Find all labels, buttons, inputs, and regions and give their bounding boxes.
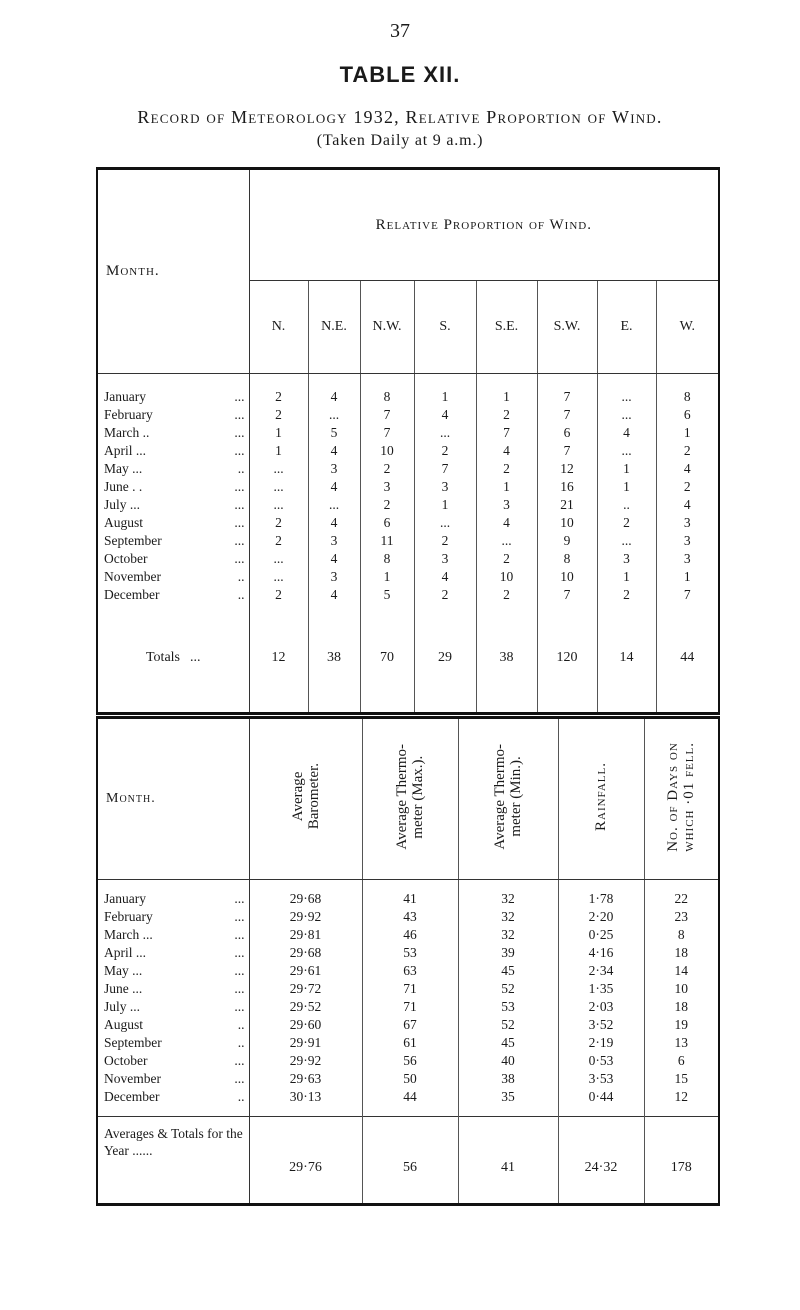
weather-value-cell: 14 — [644, 962, 719, 980]
avg-thermo-max-header: Average Thermo- meter (Max.). — [362, 718, 458, 880]
month-label — [97, 1016, 249, 1034]
weather-value-cell: 12 — [644, 1088, 719, 1106]
month-name: June ... — [104, 981, 143, 996]
wind-count-cell: 12 — [537, 460, 597, 478]
weather-value-cell: 50 — [362, 1070, 458, 1088]
leader-dots: .. — [237, 1035, 245, 1050]
wind-count-cell: 4 — [476, 514, 537, 532]
weather-average-cell: 24·32 — [558, 1117, 644, 1205]
table-row — [97, 962, 719, 980]
totals-label-text: Totals — [145, 650, 180, 665]
wind-count-cell: 2 — [656, 442, 719, 460]
leader-dots: .. — [237, 1017, 245, 1032]
wind-count-cell: 3 — [414, 478, 476, 496]
wind-count-cell: 1 — [597, 478, 656, 496]
wind-count-cell: 1 — [656, 424, 719, 442]
wind-count-cell: 3 — [308, 532, 360, 550]
leader-dots: .. — [237, 1089, 245, 1104]
table-row — [97, 586, 719, 604]
wind-count-cell: 3 — [656, 514, 719, 532]
direction-header-nw: N.W. — [360, 281, 414, 374]
direction-header-ne: N.E. — [308, 281, 360, 374]
leader-dots: ... — [234, 533, 245, 548]
wind-count-cell: 2 — [414, 442, 476, 460]
leader-dots: .. — [237, 461, 245, 476]
month-name: August — [104, 1017, 144, 1032]
leader-dots: ... — [234, 497, 245, 512]
wind-count-cell: 2 — [476, 586, 537, 604]
weather-value-cell: 23 — [644, 908, 719, 926]
table-row — [97, 1088, 719, 1106]
weather-value-cell: 2·34 — [558, 962, 644, 980]
wind-count-cell: 4 — [656, 496, 719, 514]
table-row — [97, 478, 719, 496]
weather-value-cell: 29·92 — [289, 1053, 322, 1068]
leader-dots: ... — [190, 650, 201, 665]
table-row — [97, 514, 719, 532]
wind-count-cell: 7 — [537, 586, 597, 604]
wind-count-cell: 1 — [597, 568, 656, 586]
wind-count-cell: ... — [597, 388, 656, 406]
wind-count-cell: ... — [597, 532, 656, 550]
table-row — [97, 998, 719, 1016]
leader-dots: ... — [234, 515, 245, 530]
weather-value-cell: 29·92 — [289, 909, 322, 924]
wind-count-cell: 7 — [537, 388, 597, 406]
leader-dots: ... — [234, 981, 245, 996]
weather-value-cell: 29·72 — [289, 981, 322, 996]
month-name: May ... — [104, 461, 143, 476]
table-row — [97, 1052, 719, 1070]
weather-value-cell: 61 — [362, 1034, 458, 1052]
wind-count-cell: ... — [273, 461, 284, 476]
wind-count-cell: 2 — [597, 514, 656, 532]
weather-value-cell: 32 — [458, 908, 558, 926]
wind-total-cell: 70 — [360, 604, 414, 714]
weather-average-cell: 56 — [362, 1117, 458, 1205]
weather-value-cell: 3·53 — [558, 1070, 644, 1088]
table-row — [97, 980, 719, 998]
wind-total-cell: 12 — [271, 650, 286, 665]
weather-value-cell: 1·35 — [558, 980, 644, 998]
wind-total-cell: 120 — [537, 604, 597, 714]
wind-total-cell: 44 — [656, 604, 719, 714]
month-label — [97, 1070, 249, 1088]
spacer-row — [97, 880, 719, 891]
month-label — [97, 890, 249, 908]
month-label — [97, 926, 249, 944]
wind-count-cell: 3 — [308, 460, 360, 478]
month-label — [97, 586, 249, 604]
wind-count-cell: 4 — [308, 388, 360, 406]
table-row — [97, 550, 719, 568]
month-label — [97, 908, 249, 926]
wind-count-cell: 1 — [414, 388, 476, 406]
month-label — [97, 388, 249, 406]
wind-count-cell: 10 — [537, 514, 597, 532]
month-name: April ... — [104, 945, 146, 960]
weather-value-cell: 13 — [644, 1034, 719, 1052]
table-row — [97, 890, 719, 908]
leader-dots: ... — [234, 1071, 245, 1086]
leader-dots: ... — [234, 407, 245, 422]
month-name: September — [104, 1035, 162, 1050]
totals-label — [97, 604, 249, 714]
wind-count-cell: 8 — [537, 550, 597, 568]
month-name: January — [104, 389, 146, 404]
wind-count-cell: 1 — [275, 425, 282, 440]
weather-value-cell: 53 — [362, 944, 458, 962]
wind-count-cell: 8 — [360, 550, 414, 568]
weather-average-cell: 41 — [458, 1117, 558, 1205]
wind-count-cell: ... — [414, 424, 476, 442]
month-label — [97, 1052, 249, 1070]
table-title: TABLE XII. — [339, 62, 461, 87]
weather-value-cell: 29·68 — [289, 891, 322, 906]
month-name: November — [104, 1071, 161, 1086]
weather-value-cell: 4·16 — [558, 944, 644, 962]
wind-count-cell: ... — [597, 406, 656, 424]
wind-count-cell: 4 — [308, 514, 360, 532]
weather-value-cell: 52 — [458, 1016, 558, 1034]
month-name: February — [104, 407, 153, 422]
leader-dots: ... — [234, 945, 245, 960]
table-row — [97, 442, 719, 460]
wind-count-cell: 8 — [656, 388, 719, 406]
weather-value-cell: 30·13 — [289, 1089, 322, 1104]
wind-count-cell: 5 — [308, 424, 360, 442]
weather-summary-table — [96, 716, 720, 1206]
wind-count-cell: 2 — [275, 587, 282, 602]
weather-value-cell: 29·81 — [289, 927, 322, 942]
wind-count-cell: 9 — [537, 532, 597, 550]
weather-value-cell: 15 — [644, 1070, 719, 1088]
avg-thermo-min-header: Average Thermo- meter (Min.). — [458, 718, 558, 880]
wind-count-cell: 7 — [537, 406, 597, 424]
wind-count-cell: 2 — [476, 406, 537, 424]
table-row — [97, 568, 719, 586]
wind-count-cell: ... — [308, 496, 360, 514]
weather-value-cell: 29·60 — [289, 1017, 322, 1032]
table-row — [97, 1070, 719, 1088]
wind-count-cell: 2 — [360, 496, 414, 514]
weather-value-cell: 8 — [644, 926, 719, 944]
month-name: July ... — [104, 497, 141, 512]
table-note: (Taken Daily at 9 a.m.) — [316, 132, 484, 149]
wind-count-cell: 10 — [537, 568, 597, 586]
month-name: July ... — [104, 999, 141, 1014]
wind-count-cell: ... — [273, 479, 284, 494]
direction-header-e: E. — [597, 281, 656, 374]
month-label — [97, 980, 249, 998]
wind-total-cell: 38 — [308, 604, 360, 714]
wind-count-cell: 1 — [476, 388, 537, 406]
wind-count-cell: 21 — [537, 496, 597, 514]
wind-count-cell: 4 — [308, 550, 360, 568]
month-name: January — [104, 891, 146, 906]
wind-count-cell: 3 — [597, 550, 656, 568]
leader-dots: ... — [234, 479, 245, 494]
wind-count-cell: 4 — [597, 424, 656, 442]
month-label — [97, 532, 249, 550]
wind-count-cell: 2 — [275, 515, 282, 530]
table-row — [97, 1016, 719, 1034]
month-name: November — [104, 569, 161, 584]
weather-value-cell: 71 — [362, 998, 458, 1016]
wind-count-cell: 2 — [275, 407, 282, 422]
weather-value-cell: 29·52 — [289, 999, 322, 1014]
month-label — [97, 514, 249, 532]
wind-count-cell: 4 — [308, 586, 360, 604]
month-name: June . . — [104, 479, 143, 494]
month-label — [97, 406, 249, 424]
weather-value-cell: 18 — [644, 944, 719, 962]
month-label — [97, 550, 249, 568]
direction-header-n: N. — [271, 319, 286, 334]
weather-value-cell: 41 — [362, 890, 458, 908]
month-name: October — [104, 551, 148, 566]
leader-dots: ... — [234, 443, 245, 458]
weather-value-cell: 38 — [458, 1070, 558, 1088]
wind-count-cell: 4 — [308, 478, 360, 496]
wind-count-cell: 4 — [414, 406, 476, 424]
direction-header-sw: S.W. — [537, 281, 597, 374]
wind-count-cell: 7 — [360, 424, 414, 442]
wind-count-cell: 7 — [476, 424, 537, 442]
leader-dots: .. — [237, 569, 245, 584]
weather-value-cell: 2·19 — [558, 1034, 644, 1052]
wind-total-cell: 29 — [414, 604, 476, 714]
wind-count-cell: 7 — [537, 442, 597, 460]
wind-count-cell: 2 — [476, 460, 537, 478]
page-number: 37 — [390, 20, 410, 42]
month-label — [97, 944, 249, 962]
month-column-header: Month. — [97, 169, 249, 374]
weather-value-cell: 40 — [458, 1052, 558, 1070]
weather-value-cell: 19 — [644, 1016, 719, 1034]
month-name: December — [104, 1089, 160, 1104]
weather-value-cell: 44 — [362, 1088, 458, 1106]
direction-header-w: W. — [656, 281, 719, 374]
weather-value-cell: 46 — [362, 926, 458, 944]
wind-count-cell: 3 — [656, 532, 719, 550]
weather-value-cell: 29·63 — [289, 1071, 322, 1086]
leader-dots: ... — [234, 1053, 245, 1068]
weather-value-cell: 29·68 — [289, 945, 322, 960]
wind-count-cell: 2 — [275, 533, 282, 548]
weather-value-cell: 32 — [458, 890, 558, 908]
wind-count-cell: 4 — [308, 442, 360, 460]
month-name: December — [104, 587, 160, 602]
table-row — [97, 406, 719, 424]
month-name: February — [104, 909, 153, 924]
weather-value-cell: 56 — [362, 1052, 458, 1070]
wind-count-cell: ... — [414, 514, 476, 532]
month-name: August — [104, 515, 144, 530]
month-name: October — [104, 1053, 148, 1068]
leader-dots: ... — [234, 425, 245, 440]
wind-count-cell: 10 — [476, 568, 537, 586]
wind-count-cell: 6 — [537, 424, 597, 442]
month-name: March ... — [104, 927, 153, 942]
table-row — [97, 532, 719, 550]
wind-count-cell: 1 — [656, 568, 719, 586]
wind-total-cell: 38 — [476, 604, 537, 714]
weather-value-cell: 10 — [644, 980, 719, 998]
totals-row — [97, 604, 719, 714]
rainfall-header: Rainfall. — [558, 718, 644, 880]
month-label — [97, 478, 249, 496]
table-row — [97, 908, 719, 926]
direction-header-s: S. — [414, 281, 476, 374]
wind-total-cell: 14 — [597, 604, 656, 714]
weather-average-cell: 29·76 — [249, 1117, 362, 1205]
weather-value-cell: 2·20 — [558, 908, 644, 926]
weather-value-cell: 53 — [458, 998, 558, 1016]
table-row — [97, 496, 719, 514]
wind-count-cell: ... — [308, 406, 360, 424]
wind-group-header: Relative Proportion of Wind. — [249, 169, 719, 281]
wind-count-cell: 1 — [360, 568, 414, 586]
rain-days-header: No. of Days on which ·01 fell. — [644, 718, 719, 880]
table-row — [97, 460, 719, 478]
month-label — [97, 1034, 249, 1052]
leader-dots: ... — [234, 891, 245, 906]
month-name: March .. — [104, 425, 150, 440]
leader-dots: ... — [234, 909, 245, 924]
wind-count-cell: 2 — [414, 532, 476, 550]
table-row — [97, 944, 719, 962]
weather-value-cell: 1·78 — [558, 890, 644, 908]
month-label — [97, 460, 249, 478]
wind-count-cell: 1 — [597, 460, 656, 478]
wind-count-cell: 3 — [656, 550, 719, 568]
wind-count-cell: 4 — [414, 568, 476, 586]
weather-value-cell: 18 — [644, 998, 719, 1016]
weather-value-cell: 29·61 — [289, 963, 322, 978]
direction-header-se: S.E. — [476, 281, 537, 374]
wind-count-cell: 1 — [275, 443, 282, 458]
weather-value-cell: 43 — [362, 908, 458, 926]
table-row — [97, 1034, 719, 1052]
weather-value-cell: 2·03 — [558, 998, 644, 1016]
weather-value-cell: 32 — [458, 926, 558, 944]
wind-count-cell: ... — [273, 551, 284, 566]
weather-value-cell: 3·52 — [558, 1016, 644, 1034]
month-label — [97, 1088, 249, 1106]
leader-dots: ... — [234, 963, 245, 978]
wind-count-cell: 2 — [360, 460, 414, 478]
weather-value-cell: 0·25 — [558, 926, 644, 944]
wind-count-cell: 3 — [308, 568, 360, 586]
month-label — [97, 424, 249, 442]
table-row — [97, 926, 719, 944]
wind-count-cell: 1 — [414, 496, 476, 514]
wind-count-cell: 11 — [360, 532, 414, 550]
weather-value-cell: 63 — [362, 962, 458, 980]
wind-count-cell: 2 — [476, 550, 537, 568]
wind-count-cell: .. — [597, 496, 656, 514]
leader-dots: .. — [237, 587, 245, 602]
weather-value-cell: 39 — [458, 944, 558, 962]
leader-dots: ... — [234, 999, 245, 1014]
wind-count-cell: 2 — [414, 586, 476, 604]
month-name: September — [104, 533, 162, 548]
wind-count-cell: 2 — [275, 389, 282, 404]
table-row — [97, 388, 719, 406]
wind-count-cell: 6 — [656, 406, 719, 424]
wind-count-cell: 1 — [476, 478, 537, 496]
weather-value-cell: 22 — [644, 890, 719, 908]
wind-count-cell: 4 — [656, 460, 719, 478]
wind-count-cell: ... — [597, 442, 656, 460]
month-label — [97, 442, 249, 460]
weather-value-cell: 29·91 — [289, 1035, 322, 1050]
wind-count-cell: 3 — [414, 550, 476, 568]
wind-count-cell: 2 — [656, 478, 719, 496]
spacer-row — [97, 374, 719, 389]
table-row — [97, 424, 719, 442]
wind-count-cell: 8 — [360, 388, 414, 406]
wind-count-cell: 2 — [597, 586, 656, 604]
weather-value-cell: 6 — [644, 1052, 719, 1070]
leader-dots: ... — [234, 389, 245, 404]
table-subtitle: Record of Meteorology 1932, Relative Proportion of Wind. — [137, 107, 663, 127]
weather-value-cell: 67 — [362, 1016, 458, 1034]
month-label — [97, 998, 249, 1016]
wind-count-cell: 7 — [414, 460, 476, 478]
wind-count-cell: 3 — [476, 496, 537, 514]
weather-value-cell: 52 — [458, 980, 558, 998]
wind-count-cell: 6 — [360, 514, 414, 532]
averages-row — [97, 1117, 719, 1205]
wind-count-cell: 16 — [537, 478, 597, 496]
wind-count-cell: 7 — [656, 586, 719, 604]
avg-barometer-header: Average Barometer. — [249, 718, 362, 880]
wind-count-cell: 7 — [360, 406, 414, 424]
wind-count-cell: 3 — [360, 478, 414, 496]
month-label — [97, 496, 249, 514]
averages-label: Averages & Totals for the Year ...... — [97, 1117, 249, 1205]
month-label — [97, 568, 249, 586]
wind-count-cell: ... — [476, 532, 537, 550]
month-column-header: Month. — [97, 718, 249, 880]
weather-value-cell: 45 — [458, 962, 558, 980]
spacer-row — [97, 1106, 719, 1117]
weather-value-cell: 0·44 — [558, 1088, 644, 1106]
wind-count-cell: 5 — [360, 586, 414, 604]
wind-count-cell: 10 — [360, 442, 414, 460]
wind-proportion-table — [96, 167, 720, 715]
weather-value-cell: 71 — [362, 980, 458, 998]
wind-count-cell: ... — [273, 569, 284, 584]
month-label — [97, 962, 249, 980]
weather-value-cell: 0·53 — [558, 1052, 644, 1070]
weather-value-cell: 35 — [458, 1088, 558, 1106]
leader-dots: ... — [234, 927, 245, 942]
weather-average-cell: 178 — [644, 1117, 719, 1205]
month-name: May ... — [104, 963, 143, 978]
wind-count-cell: 4 — [476, 442, 537, 460]
leader-dots: ... — [234, 551, 245, 566]
wind-count-cell: ... — [273, 497, 284, 512]
month-name: April ... — [104, 443, 146, 458]
weather-value-cell: 45 — [458, 1034, 558, 1052]
